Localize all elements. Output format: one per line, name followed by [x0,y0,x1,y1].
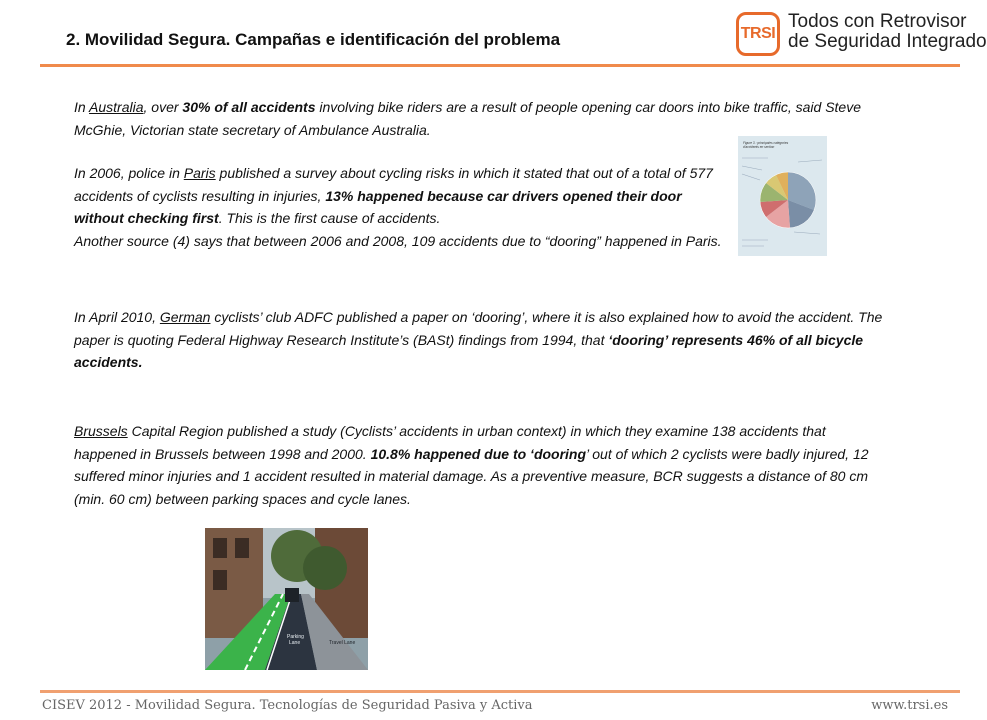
link-paris[interactable]: Paris [183,165,216,181]
label-travel-lane: Travel Lane [329,640,356,646]
paragraph-australia [74,96,874,141]
body-text: In 2006, police in [74,165,184,181]
logo-line-2: de Seguridad Integrado [788,31,987,52]
emphasis-text: ‘dooring’ represents 46% of all bicycle accidents. [74,331,864,370]
emphasis-text: 30% of all accidents [182,99,316,115]
body-text: ’ out of which 2 cyclists were badly injured, 12 suffered minor injuries and 1 accident resulted in material damage. As a preventive measure, BCR suggests a distance of 80 cm (min. 60 cm) between parking spaces and cycle lanes. [74,445,869,507]
label-parking-lane: Parking [287,634,304,640]
logo-mark [736,12,780,56]
trsi-logo [736,10,987,58]
logo-line-1: Todos con Retrovisor [788,11,967,32]
footer-website-link[interactable]: www.trsi.es [871,698,948,713]
svg-text:d'accidents en section: d'accidents en section [743,145,775,149]
body-text: involving bike riders are a result of people opening car doors into bike traffic, said Steve McGhie, Victorian state secretary of Ambulance Australia. [74,99,862,138]
figure-caption: Figure 3 : principales catégories [743,141,789,145]
street-cycle-lane-photo [205,528,368,670]
logo-text [788,12,987,52]
body-text: Another source (4) says that between 2006 and 2008, 109 accidents due to “dooring” happened in Paris. [74,232,722,249]
link-german[interactable]: German [159,309,211,325]
svg-text:Lane: Lane [289,640,301,646]
header-divider [40,64,960,67]
body-text: In April 2010, [74,309,160,325]
body-text: cyclists’ club ADFC published a paper on ‘dooring’, where it is also explained how to avoid the accident. The paper is quoting Federal Highway Research Institute’s (BASt) findings from 1994, that [74,309,883,348]
page-title: 2. Movilidad Segura. Campañas e identificación del problema [66,30,561,49]
body-text: published a survey about cycling risks in which it stated that out of a total of 577 accidents of cyclists resulting in injuries, [74,165,713,204]
footer-conference: CISEV 2012 - Movilidad Segura. Tecnologías de Seguridad Pasiva y Activa [42,698,533,713]
body-text: . This is the first cause of accidents. [218,210,441,226]
footer-divider [40,690,960,693]
body-text: In [74,99,90,115]
link-brussels[interactable]: Brussels [74,423,128,439]
emphasis-text: 13% happened because car drivers opened their door without checking first [74,187,682,226]
paragraph-germany [74,306,884,374]
accident-categories-figure [738,136,827,256]
paragraph-paris [74,162,724,252]
paragraph-brussels [74,420,874,510]
logo-mark-text: TRSI [740,25,776,42]
emphasis-text: 10.8% happened due to ‘dooring [370,445,587,462]
body-text: , over [143,99,183,115]
link-australia[interactable]: Australia [89,99,144,115]
body-text: Capital Region published a study (Cyclists’ accidents in urban context) in which they examine 138 accidents that happened in Brussels between 1998 and 2000. [74,423,826,462]
